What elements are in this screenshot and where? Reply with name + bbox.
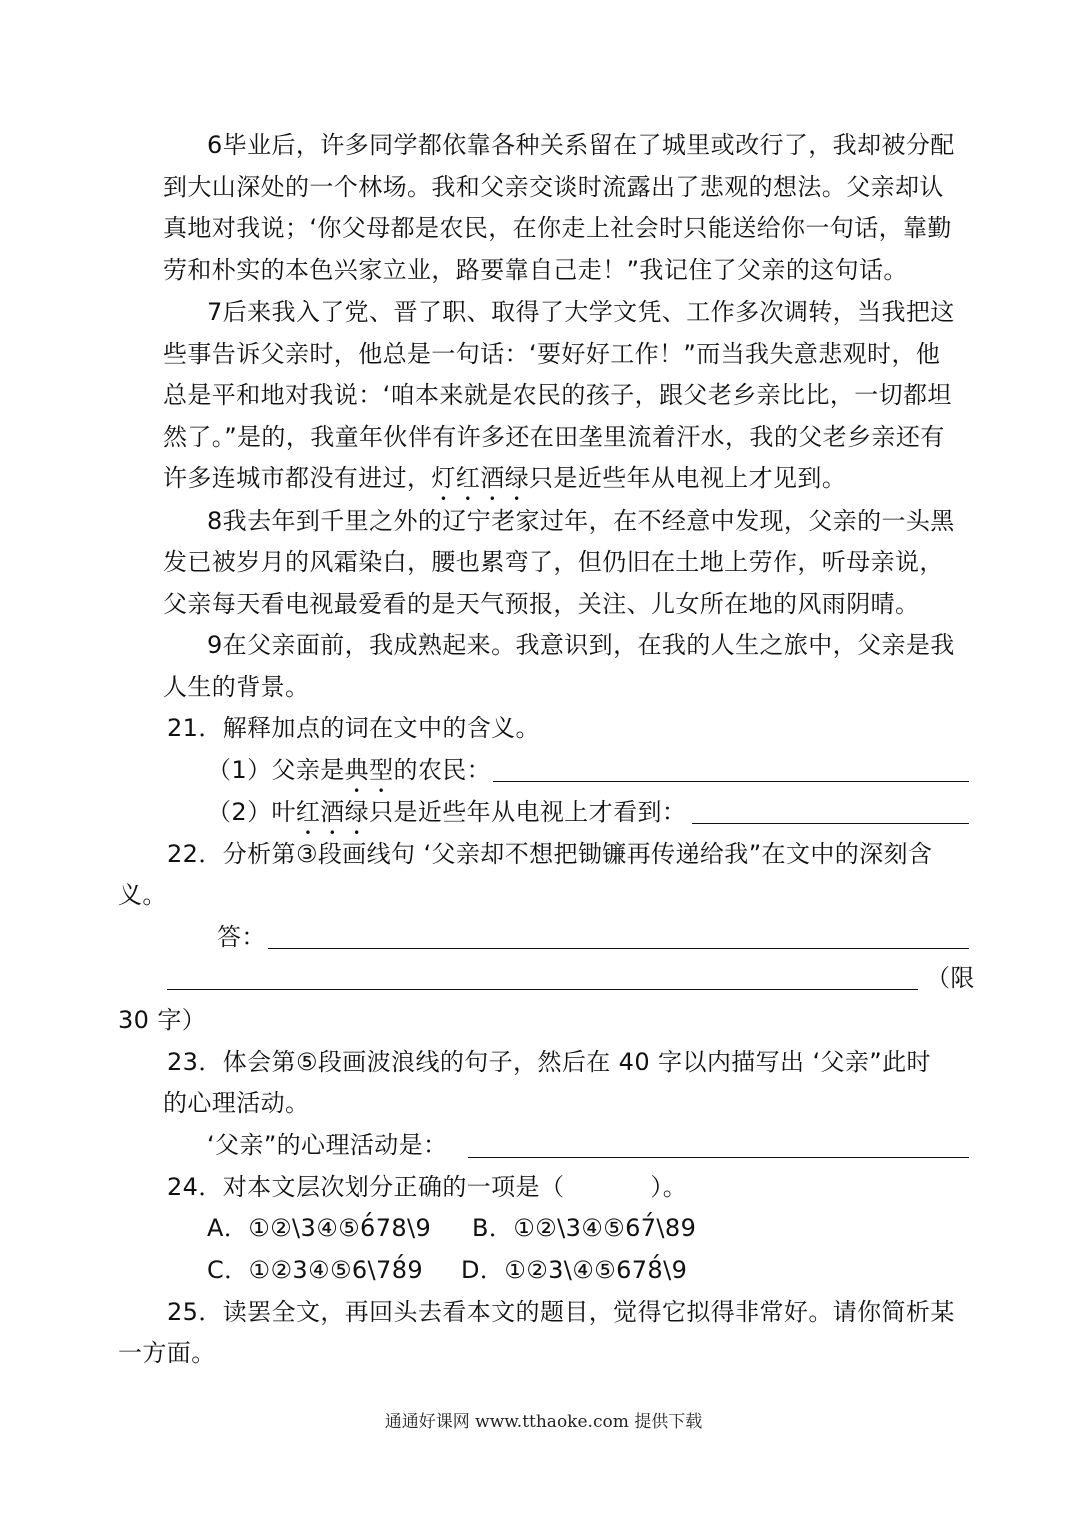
item-text: 的农民： [393, 756, 492, 784]
paragraph-line: 总是平和地对我说：‘咱本来就是农民的孩子，跟父老乡亲比比，一切都坦 [163, 381, 952, 409]
paragraph-line: 然了。”是的，我童年伙伴有许多还在田垄里流着汗水，我的父老乡亲还有 [163, 423, 945, 451]
item-text: （1）父亲是 [207, 756, 345, 784]
page-footer: 通通好课网 www.tthaoke.com 提供下载 [384, 1412, 703, 1432]
option-b[interactable]: B．①②\3④⑤67́\89 [472, 1214, 697, 1242]
question-line: 一方面。 [118, 1339, 216, 1367]
question-item-2 [207, 795, 686, 840]
answer-line[interactable] [167, 989, 918, 990]
question-stem [167, 1170, 687, 1204]
stem-text: 24．对本文层次划分正确的一项是（ [167, 1173, 565, 1201]
answer-prompt: ‘父亲”的心理活动是： [207, 1131, 448, 1159]
dotted-word: 红酒绿 [295, 798, 370, 826]
line-text: 许多连城市都没有进过， [163, 464, 432, 492]
paragraph-line: 人生的背景。 [163, 673, 310, 701]
answer-label: 答： [217, 923, 266, 951]
dotted-word: 典型 [344, 756, 394, 784]
answer-line[interactable] [692, 823, 969, 824]
question-line: 25．读罢全文，再回头去看本文的题目，觉得它拟得非常好。请你简析某 [167, 1298, 955, 1326]
paragraph-line: 6毕业后，许多同学都依靠各种关系留在了城里或改行了，我却被分配 [207, 131, 955, 159]
paragraph-line: 8我去年到千里之外的辽宁老家过年，在不经意中发现，父亲的一头黑 [207, 507, 955, 535]
answer-line[interactable] [468, 1157, 969, 1158]
limit-note: （限 [926, 964, 975, 992]
question-line: 23．体会第⑤段画波浪线的句子，然后在 40 字以内描写出 ‘父亲”此时 [167, 1048, 931, 1076]
paragraph-line: 发已被岁月的风霜染白，腰也累弯了，但仍旧在土地上劳作，听母亲说， [163, 548, 944, 576]
answer-line[interactable] [268, 948, 969, 949]
paragraph-line: 真地对我说；‘你父母都是农民，在你走上社会时只能送给你一句话，靠勤 [163, 214, 952, 242]
answer-line[interactable] [493, 781, 969, 782]
paragraph-line: 劳和朴实的本色兴家立业，路要靠自己走！”我记住了父亲的这句话。 [163, 256, 908, 284]
option-c[interactable]: C．①②3④⑤6\78́9 [207, 1256, 424, 1284]
option-a[interactable]: A．①②\3④⑤6́78\9 [207, 1214, 432, 1242]
question-line: 义。 [118, 881, 167, 909]
paragraph-line [163, 461, 846, 506]
paragraph-line: 7后来我入了党、晋了职、取得了大学文凭、工作多次调转，当我把这 [207, 298, 955, 326]
limit-note: 30 字） [118, 1006, 207, 1034]
paragraph-line: 些事告诉父亲时，他总是一句话：‘要好好工作！”而当我失意悲观时，他 [163, 340, 941, 368]
stem-text: ）。 [650, 1173, 688, 1201]
paragraph-line: 9在父亲面前，我成熟起来。我意识到，在我的人生之旅中，父亲是我 [207, 631, 955, 659]
paragraph-line: 到大山深处的一个林场。我和父亲交谈时流露出了悲观的想法。父亲却认 [163, 173, 944, 201]
line-text: 只是近些年从电视上才见到。 [529, 464, 847, 492]
option-d[interactable]: D．①②3\④⑤678́\9 [461, 1256, 688, 1284]
question-title: 21．解释加点的词在文中的含义。 [167, 714, 540, 742]
item-text: （2）叶 [207, 798, 296, 826]
paragraph-line: 父亲每天看电视最爱看的是天气预报，关注、儿女所在地的风雨阴晴。 [163, 590, 920, 618]
question-item-1 [207, 753, 491, 798]
dotted-word: 灯红酒绿 [431, 464, 530, 492]
question-line: 22．分析第③段画线句 ‘父亲却不想把锄镰再传递给我”在文中的深刻含 [167, 840, 933, 868]
item-text: 只是近些年从电视上才看到： [369, 798, 687, 826]
question-line: 的心理活动。 [163, 1089, 310, 1117]
